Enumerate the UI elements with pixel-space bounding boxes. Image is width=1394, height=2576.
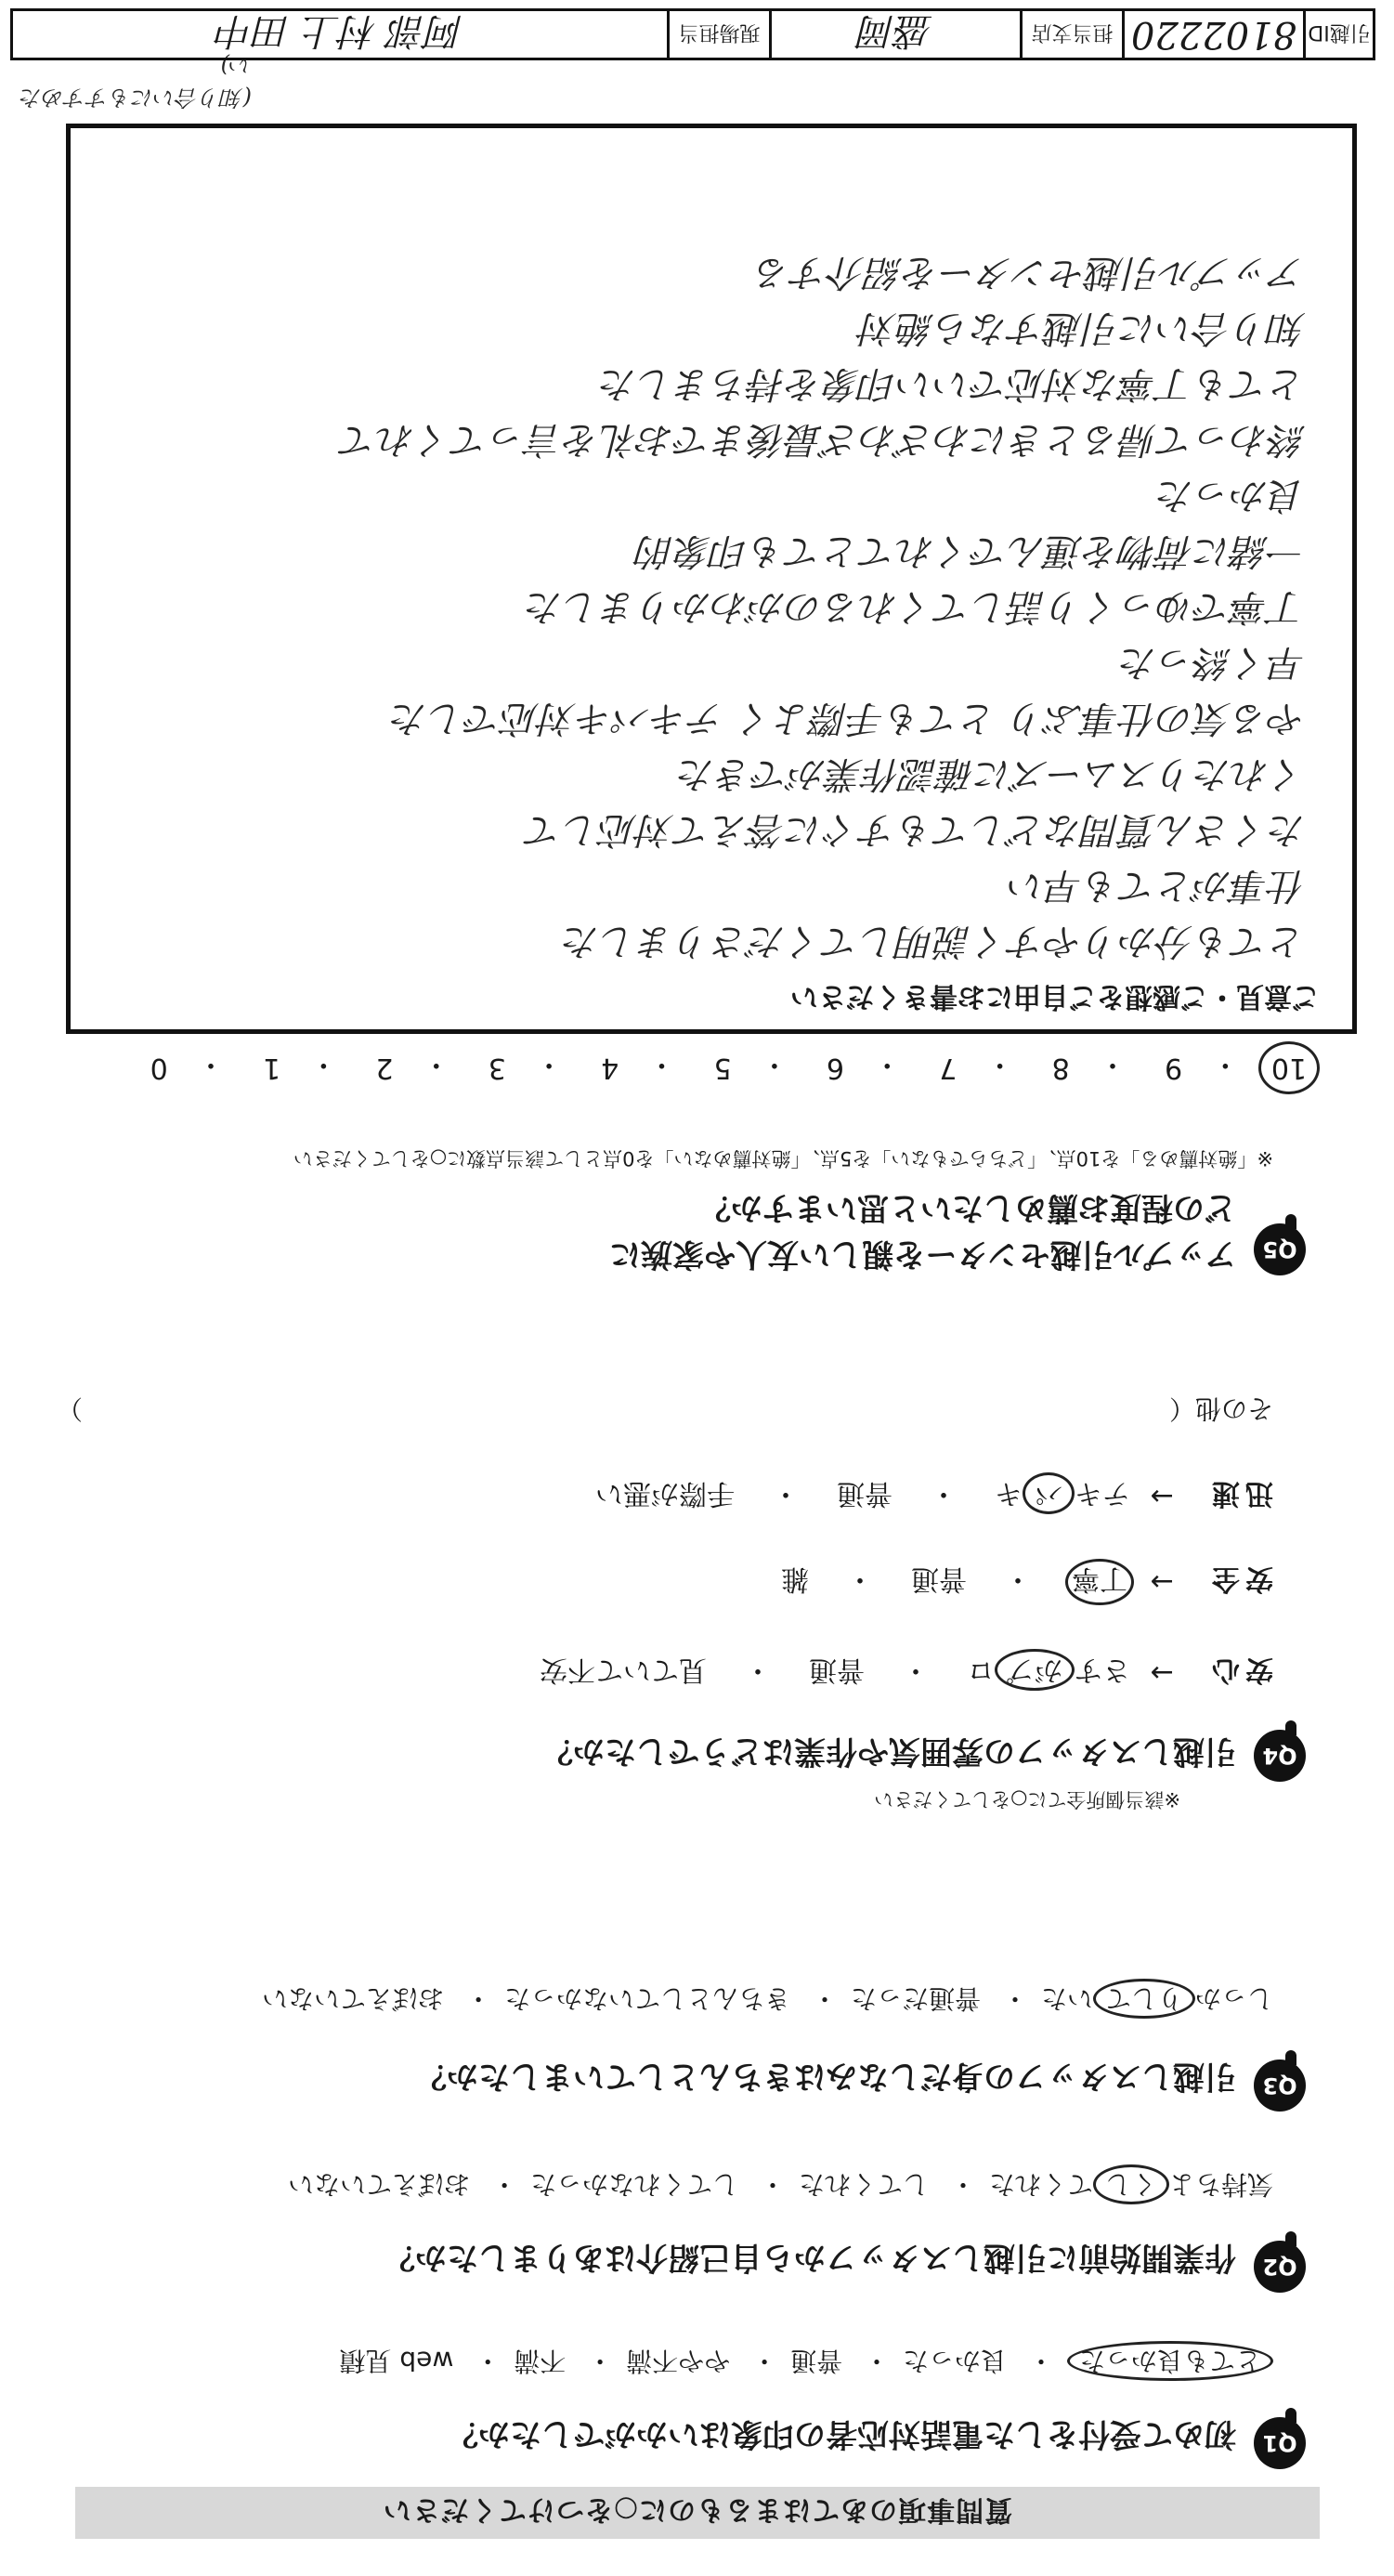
q4-option[interactable]: 見ていて不安 [540,1654,707,1686]
q3-option[interactable]: おぼえていない [262,1983,445,2014]
comment-side-note: (知り合いにもすすめたい) [20,52,252,111]
q2-badge: Q2 [1254,2241,1306,2293]
q1-badge: Q1 [1254,2417,1306,2469]
nps-score[interactable]: 6 [826,1052,845,1084]
nps-score[interactable]: 9 [1165,1052,1183,1084]
nps-score[interactable]: 4 [601,1052,619,1084]
q4-option-selected[interactable]: 丁寧 [1065,1559,1134,1605]
q3-badge: Q3 [1254,2059,1306,2112]
comment-line: 丁寧でゆっくり話してくれるのがわかりました [526,585,1306,628]
nps-scale: 10 ・ 9 ・ 8 ・ 7 ・ 6 ・ 5 ・ 4 ・ 3 ・ 2 ・ 1 ・ 0 [131,1041,1320,1094]
comment-line: 仕事がとても早い [1009,864,1306,907]
q1-option[interactable]: 普通 [790,2346,843,2376]
q5-question-line1: アップル引越センターを親しい友人や家族に [609,1236,1236,1273]
q3-option-selected[interactable]: しっかりしていた [1041,1979,1273,2019]
comment-line: 早く終った [1120,641,1306,684]
q2-option[interactable]: してくれなかった [530,2169,739,2200]
q1-option-selected[interactable]: とても良かった [1067,2341,1273,2381]
id-label: 引越ID [1303,11,1373,58]
staff-value[interactable]: 阿部 村上 田中 [216,9,463,53]
q3-question: 引越しスタッフの身だしなみはきちんとしていましたか？ [415,2058,1236,2095]
q4-row-jinsoku: 迅速 → テキパキ ・ 普通 ・ 手際が悪い [592,1476,1273,1517]
q5-badge: Q5 [1254,1223,1306,1275]
q5-note: ※「絶対薦める」を10点、「どちらでもない」を5点、「絶対薦めない」を0点として該当点数に○をしてください [293,1147,1273,1170]
id-value[interactable]: 8102220 [1122,11,1303,58]
q4-other-close: ） [57,1393,84,1424]
arrow-right-icon: → [1150,1565,1174,1599]
staff-label: 現場担当 [667,11,769,58]
header-table [10,8,1375,60]
q4-option[interactable]: 雑 [781,1563,809,1595]
q4-row-label: 迅速 [1206,1477,1273,1510]
comment-line: たくさん質問などしてもすぐに答えて対応して [526,808,1306,851]
q4-other-label: その他（ [1168,1393,1273,1424]
instruction-band [75,2487,1320,2539]
branch-value[interactable]: 盛岡 [769,11,1020,58]
q4-option-selected[interactable]: テキパキ [991,1476,1134,1517]
q1-option[interactable]: web 見積 [339,2346,454,2376]
comment-line: とても分かりやすく説明してくださりました [563,920,1306,962]
q4-row-anshin: 安心 → さすがプロ ・ 普通 ・ 見ていて不安 [536,1653,1273,1693]
q2-question: 作業開始前に引越しスタッフから自己紹介はありましたか？ [384,2239,1236,2276]
q2-option[interactable]: おぼえていない [288,2169,471,2200]
q4-note: ※該当個所全てに○をしてください [874,1788,1180,1811]
comment-line: 知り合いに引越すなら絶対 [860,307,1306,349]
arrow-right-icon: → [1150,1656,1174,1690]
q1-question: 初めて受付をした電話対応者の印象はいかがでしたか？ [447,2415,1236,2452]
nps-score[interactable]: 0 [150,1052,168,1084]
q3-options: しっかりしていた・ 普通だった・ きちんとしていなかった・ おぼえていない [262,1981,1273,2019]
comment-lines [340,244,1306,969]
branch-label: 担当支店 [1020,11,1122,58]
q4-option[interactable]: 普通 [911,1563,967,1595]
arrow-right-icon: → [1150,1480,1174,1513]
nps-score[interactable]: 8 [1051,1052,1070,1084]
comment-line: くれたりスムーズに確認作業ができた [678,752,1306,795]
q4-option-selected[interactable]: さすがプロ [963,1653,1134,1693]
nps-score[interactable]: 1 [263,1052,281,1084]
q2-option-selected[interactable]: 気持ちよくしてくれた [989,2164,1273,2204]
comment-line: やる気の仕事ぶり とても手際よく テキパキ対応でした [390,697,1306,739]
nps-score[interactable]: 3 [488,1052,506,1084]
q4-option[interactable]: 普通 [809,1654,865,1686]
q4-other [57,1392,1273,1429]
comment-line: 終わって帰るときにわざわざ最後までお礼を言ってくれて [340,418,1306,461]
q1-option[interactable]: 不満 [514,2346,567,2376]
q4-question: 引越しスタッフの雰囲気や作業はどうでしたか？ [541,1733,1236,1770]
comment-title: ご意見・ご感想をご自由にお書きください [790,980,1320,1013]
nps-score[interactable]: 10 [1258,1041,1320,1094]
q1-options: とても良かった・ 良かった・ 普通・ やや不満・ 不満・ web 見積 [340,2344,1274,2381]
comment-line: 良かった [1157,474,1306,517]
q5-question-line2: どの程度お薦めしたいと思いますか？ [699,1189,1236,1226]
comment-line: 一緒に荷物を運んでくれてとても印象的 [637,530,1306,572]
comment-line: アップル引越センターを紹介する [754,251,1306,294]
q1-option[interactable]: やや不満 [626,2346,731,2376]
q4-badge: Q4 [1254,1730,1306,1782]
q3-option[interactable]: 普通だった [851,1983,982,2014]
q4-row-label: 安心 [1206,1654,1273,1686]
q4-row-anzen: 安全 → 丁寧 ・ 普通 ・ 雑 [777,1559,1273,1605]
nps-score[interactable]: 7 [939,1052,958,1084]
comment-line: とても丁寧な対応でいい印象を持ちました [600,362,1306,405]
q3-option[interactable]: きちんとしていなかった [504,1983,791,2014]
q2-options: 気持ちよくしてくれた・ してくれた・ してくれなかった・ おぼえていない [288,2167,1273,2204]
q4-row-label: 安全 [1206,1563,1273,1595]
q1-option[interactable]: 良かった [903,2346,1008,2376]
instruction-text: 質問事項のあてはまるものに○をつけてください [382,2493,1013,2526]
nps-score[interactable]: 5 [713,1052,732,1084]
q4-option[interactable]: 手際が悪い [595,1477,735,1510]
nps-score[interactable]: 2 [375,1052,394,1084]
q4-option[interactable]: 普通 [837,1477,892,1510]
q2-option[interactable]: してくれた [799,2169,930,2200]
